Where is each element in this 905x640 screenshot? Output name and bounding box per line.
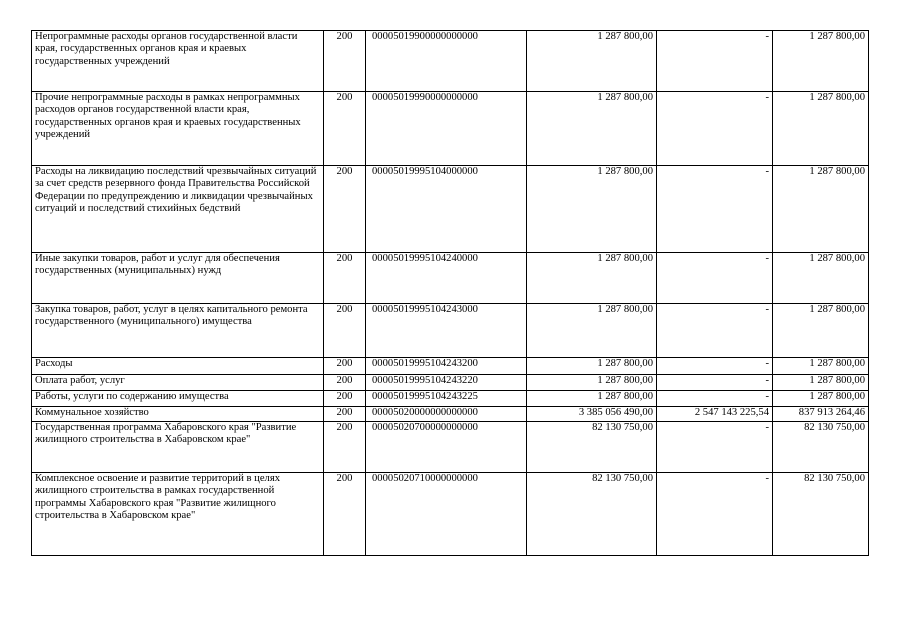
row-name-cell: Расходы [32,358,324,375]
table-row [32,253,869,304]
table-row [32,92,869,166]
row-code-cell: 200 [324,407,366,422]
row-name-cell: Работы, услуги по содержанию имущества [32,391,324,407]
row-kbk-cell: 00005019995104243200 [366,358,527,375]
row-executed-cell: - [657,473,773,556]
row-unexecuted-cell: 1 287 800,00 [773,253,869,304]
row-executed-cell: - [657,391,773,407]
row-approved-cell: 1 287 800,00 [527,375,657,391]
row-code-cell: 200 [324,166,366,253]
row-name-cell: Оплата работ, услуг [32,375,324,391]
row-code-cell: 200 [324,304,366,358]
row-name-cell: Комплексное освоение и развитие территорий в целях жилищного строительства в рамках государственной программы Хабаровского края "Развитие жилищного строительства в Хабаровском крае" [32,473,324,556]
row-executed-cell: - [657,253,773,304]
row-kbk-cell: 00005019995104243225 [366,391,527,407]
row-approved-cell: 1 287 800,00 [527,304,657,358]
row-kbk-cell: 00005019900000000000 [366,31,527,92]
row-approved-cell: 1 287 800,00 [527,92,657,166]
row-name-cell: Коммунальное хозяйство [32,407,324,422]
row-executed-cell: - [657,166,773,253]
row-unexecuted-cell: 1 287 800,00 [773,166,869,253]
row-unexecuted-cell: 1 287 800,00 [773,391,869,407]
row-executed-cell: - [657,31,773,92]
row-unexecuted-cell: 1 287 800,00 [773,92,869,166]
table-body [32,31,869,556]
row-kbk-cell: 00005019995104240000 [366,253,527,304]
row-unexecuted-cell: 837 913 264,46 [773,407,869,422]
row-unexecuted-cell: 82 130 750,00 [773,422,869,473]
row-approved-cell: 3 385 056 490,00 [527,407,657,422]
row-approved-cell: 1 287 800,00 [527,358,657,375]
row-name-cell: Иные закупки товаров, работ и услуг для обеспечения государственных (муниципальных) нужд [32,253,324,304]
row-kbk-cell: 00005019995104000000 [366,166,527,253]
row-code-cell: 200 [324,92,366,166]
row-unexecuted-cell: 82 130 750,00 [773,473,869,556]
row-executed-cell: - [657,422,773,473]
row-name-cell: Прочие непрограммные расходы в рамках непрограммных расходов органов государственной власти края, государственных органов края и краевых государственных учреждений [32,92,324,166]
row-approved-cell: 1 287 800,00 [527,253,657,304]
table-row [32,358,869,375]
row-unexecuted-cell: 1 287 800,00 [773,358,869,375]
row-kbk-cell: 00005020700000000000 [366,422,527,473]
row-unexecuted-cell: 1 287 800,00 [773,375,869,391]
row-code-cell: 200 [324,31,366,92]
row-executed-cell: - [657,304,773,358]
table-row [32,407,869,422]
table-row [32,31,869,92]
row-executed-cell: 2 547 143 225,54 [657,407,773,422]
row-approved-cell: 1 287 800,00 [527,166,657,253]
row-approved-cell: 1 287 800,00 [527,31,657,92]
row-kbk-cell: 00005020710000000000 [366,473,527,556]
row-code-cell: 200 [324,358,366,375]
row-approved-cell: 1 287 800,00 [527,391,657,407]
row-name-cell: Государственная программа Хабаровского края "Развитие жилищного строительства в Хабаровском крае" [32,422,324,473]
row-executed-cell: - [657,92,773,166]
row-kbk-cell: 00005019995104243000 [366,304,527,358]
row-unexecuted-cell: 1 287 800,00 [773,31,869,92]
row-executed-cell: - [657,375,773,391]
row-approved-cell: 82 130 750,00 [527,422,657,473]
row-kbk-cell: 00005019995104243220 [366,375,527,391]
table-row [32,473,869,556]
row-executed-cell: - [657,358,773,375]
table-row [32,166,869,253]
row-unexecuted-cell: 1 287 800,00 [773,304,869,358]
row-code-cell: 200 [324,391,366,407]
row-code-cell: 200 [324,375,366,391]
row-kbk-cell: 00005019990000000000 [366,92,527,166]
table-row [32,422,869,473]
table-row [32,304,869,358]
row-name-cell: Непрограммные расходы органов государственной власти края, государственных органов края и краевых государственных учреждений [32,31,324,92]
row-code-cell: 200 [324,253,366,304]
row-code-cell: 200 [324,422,366,473]
row-approved-cell: 82 130 750,00 [527,473,657,556]
row-code-cell: 200 [324,473,366,556]
budget-execution-table [31,30,869,556]
row-name-cell: Расходы на ликвидацию последствий чрезвычайных ситуаций за счет средств резервного фонда Правительства Российской Федерации по предупреждению и ликвидации чрезвычайных ситуаций и последствий стихийных бедствий [32,166,324,253]
table-row [32,375,869,391]
row-kbk-cell: 00005020000000000000 [366,407,527,422]
row-name-cell: Закупка товаров, работ, услуг в целях капитального ремонта государственного (муниципального) имущества [32,304,324,358]
table-row [32,391,869,407]
